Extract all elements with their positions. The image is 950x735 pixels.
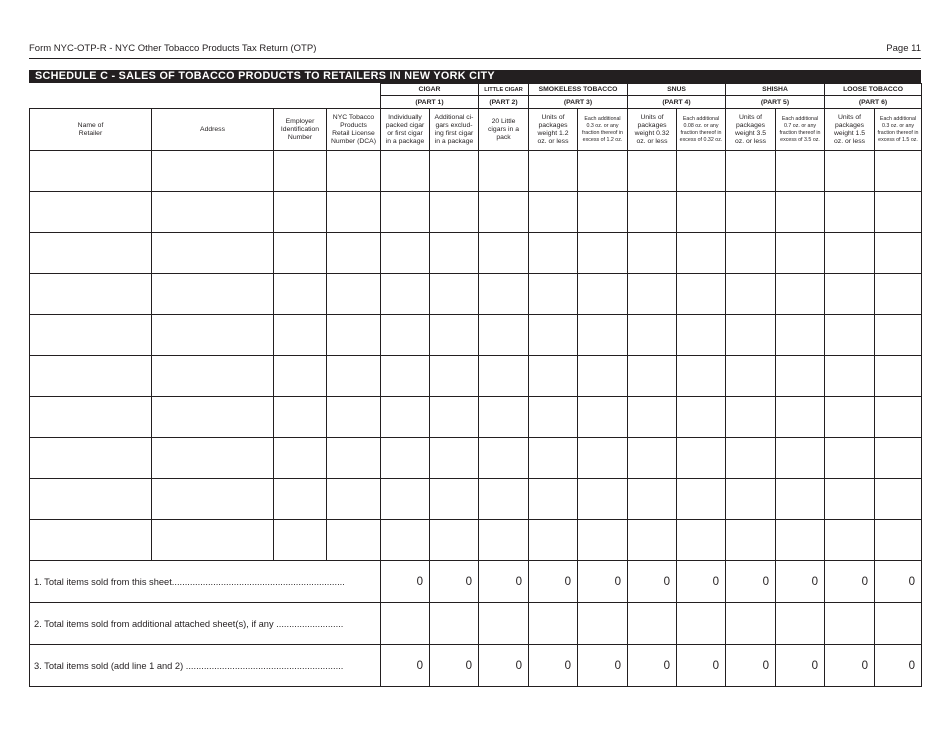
entry-row	[30, 233, 922, 274]
total-value[interactable]	[529, 603, 578, 645]
entry-cell[interactable]	[529, 479, 578, 520]
column-header: Address	[152, 109, 274, 151]
entry-cell[interactable]	[578, 274, 628, 315]
entry-cell[interactable]	[776, 233, 825, 274]
column-header-row	[30, 109, 922, 151]
entry-row	[30, 479, 922, 520]
column-header: Name of Retailer	[30, 109, 152, 151]
entry-cell[interactable]	[152, 520, 274, 561]
total-value[interactable]	[825, 603, 875, 645]
entry-cell[interactable]	[726, 315, 776, 356]
total-value[interactable]: 0	[776, 645, 825, 687]
total-value[interactable]: 0	[825, 645, 875, 687]
entry-cell[interactable]	[825, 192, 875, 233]
column-header: Individually packed cigar or first cigar in a package	[381, 109, 430, 151]
entry-cell[interactable]	[677, 438, 726, 479]
entry-cell[interactable]	[875, 356, 922, 397]
entry-cell[interactable]	[529, 274, 578, 315]
entry-cell[interactable]	[529, 315, 578, 356]
entry-cell[interactable]	[677, 233, 726, 274]
entry-row	[30, 192, 922, 233]
entry-cell[interactable]	[726, 151, 776, 192]
entry-cell[interactable]	[825, 233, 875, 274]
entry-cell[interactable]	[430, 192, 479, 233]
entry-cell[interactable]	[430, 151, 479, 192]
entry-cell[interactable]	[825, 438, 875, 479]
column-header: Each additional 0.7 oz. or any fraction thereof in excess of 3.5 oz.	[776, 109, 825, 151]
entry-cell[interactable]	[274, 315, 327, 356]
total-value[interactable]	[479, 603, 529, 645]
entry-cell[interactable]	[776, 520, 825, 561]
entry-cell[interactable]	[726, 479, 776, 520]
total-value[interactable]: 0	[628, 561, 677, 603]
entry-cell[interactable]	[578, 315, 628, 356]
total-value[interactable]	[381, 603, 430, 645]
entry-cell[interactable]	[677, 356, 726, 397]
entry-cell[interactable]	[726, 274, 776, 315]
entry-cell[interactable]	[628, 356, 677, 397]
total-value[interactable]: 0	[381, 561, 430, 603]
entry-cell[interactable]	[430, 315, 479, 356]
entry-cell[interactable]	[274, 520, 327, 561]
entry-cell[interactable]	[327, 356, 381, 397]
entry-cell[interactable]	[529, 356, 578, 397]
total-value[interactable]: 0	[628, 645, 677, 687]
entry-cell[interactable]	[479, 397, 529, 438]
total-value[interactable]: 0	[479, 561, 529, 603]
entry-cell[interactable]	[152, 479, 274, 520]
entry-cell[interactable]	[875, 397, 922, 438]
column-header: Each additional 0.3 oz. or any fraction thereof in excess of 1.2 oz.	[578, 109, 628, 151]
entry-cell[interactable]	[529, 192, 578, 233]
entry-cell[interactable]	[381, 479, 430, 520]
entry-cell[interactable]	[875, 520, 922, 561]
column-header: Employer Identification Number	[274, 109, 327, 151]
total-value[interactable]	[776, 603, 825, 645]
total-value[interactable]: 0	[875, 645, 922, 687]
entry-cell[interactable]	[726, 397, 776, 438]
entry-cell[interactable]	[152, 315, 274, 356]
column-header: 20 Little cigars in a pack	[479, 109, 529, 151]
entry-cell[interactable]	[274, 479, 327, 520]
total-row	[30, 645, 922, 687]
entry-cell[interactable]	[430, 274, 479, 315]
total-value[interactable]: 0	[479, 645, 529, 687]
total-value[interactable]: 0	[578, 561, 628, 603]
column-header: Units of packages weight 0.32 oz. or less	[628, 109, 677, 151]
entry-cell[interactable]	[30, 315, 152, 356]
group-header: SNUS	[628, 84, 726, 96]
group-header: SHISHA	[726, 84, 825, 96]
entry-cell[interactable]	[875, 274, 922, 315]
entry-cell[interactable]	[776, 397, 825, 438]
entry-cell[interactable]	[776, 479, 825, 520]
part-label: (PART 2)	[479, 96, 529, 109]
entry-cell[interactable]	[327, 397, 381, 438]
entry-cell[interactable]	[628, 479, 677, 520]
entry-cell[interactable]	[529, 233, 578, 274]
column-header: Units of packages weight 1.5 oz. or less	[825, 109, 875, 151]
entry-cell[interactable]	[327, 315, 381, 356]
entry-row	[30, 397, 922, 438]
entry-cell[interactable]	[30, 438, 152, 479]
entry-cell[interactable]	[381, 356, 430, 397]
entry-cell[interactable]	[677, 479, 726, 520]
entry-cell[interactable]	[274, 438, 327, 479]
entry-cell[interactable]	[430, 397, 479, 438]
part-label: (PART 3)	[529, 96, 628, 109]
entry-cell[interactable]	[825, 397, 875, 438]
entry-cell[interactable]	[628, 438, 677, 479]
entry-cell[interactable]	[274, 151, 327, 192]
column-header: Each additional 0.3 oz. or any fraction thereof in excess of 1.5 oz.	[875, 109, 922, 151]
total-value[interactable]	[578, 603, 628, 645]
entry-cell[interactable]	[381, 438, 430, 479]
entry-cell[interactable]	[726, 438, 776, 479]
entry-cell[interactable]	[274, 356, 327, 397]
entry-cell[interactable]	[327, 479, 381, 520]
entry-cell[interactable]	[30, 274, 152, 315]
entry-cell[interactable]	[479, 479, 529, 520]
part-label: (PART 4)	[628, 96, 726, 109]
entry-cell[interactable]	[726, 192, 776, 233]
entry-cell[interactable]	[381, 274, 430, 315]
entry-cell[interactable]	[30, 479, 152, 520]
entry-cell[interactable]	[327, 151, 381, 192]
total-value[interactable]: 0	[875, 561, 922, 603]
part-label: (PART 6)	[825, 96, 922, 109]
entry-cell[interactable]	[578, 520, 628, 561]
total-value[interactable]: 0	[430, 561, 479, 603]
entry-cell[interactable]	[430, 479, 479, 520]
total-value[interactable]: 0	[677, 645, 726, 687]
entry-row	[30, 520, 922, 561]
schedule-c-table	[29, 83, 922, 687]
part-label: (PART 1)	[381, 96, 479, 109]
total-value[interactable]: 0	[578, 645, 628, 687]
entry-row	[30, 274, 922, 315]
entry-cell[interactable]	[677, 520, 726, 561]
group-header: LITTLE CIGAR	[479, 84, 529, 96]
entry-cell[interactable]	[825, 151, 875, 192]
total-label: 3. Total items sold (add line 1 and 2) .............................................................	[30, 645, 381, 687]
total-value[interactable]: 0	[726, 561, 776, 603]
total-value[interactable]: 0	[726, 645, 776, 687]
entry-cell[interactable]	[677, 397, 726, 438]
group-header: LOOSE TOBACCO	[825, 84, 922, 96]
entry-row	[30, 356, 922, 397]
entry-row	[30, 438, 922, 479]
entry-cell[interactable]	[381, 151, 430, 192]
entry-cell[interactable]	[875, 315, 922, 356]
header-rule	[29, 58, 921, 59]
entry-cell[interactable]	[327, 233, 381, 274]
entry-cell[interactable]	[152, 397, 274, 438]
entry-cell[interactable]	[776, 315, 825, 356]
entry-cell[interactable]	[776, 438, 825, 479]
entry-cell[interactable]	[152, 274, 274, 315]
entry-cell[interactable]	[274, 233, 327, 274]
total-value[interactable]	[628, 603, 677, 645]
entry-cell[interactable]	[628, 315, 677, 356]
entry-cell[interactable]	[479, 315, 529, 356]
entry-row	[30, 151, 922, 192]
entry-cell[interactable]	[381, 397, 430, 438]
entry-cell[interactable]	[479, 151, 529, 192]
column-header: Each additional 0.08 oz. or any fraction thereof in excess of 0.32 oz.	[677, 109, 726, 151]
total-value[interactable]	[875, 603, 922, 645]
entry-cell[interactable]	[529, 397, 578, 438]
entry-cell[interactable]	[726, 356, 776, 397]
total-value[interactable]: 0	[529, 561, 578, 603]
column-header: Units of packages weight 3.5 oz. or less	[726, 109, 776, 151]
entry-cell[interactable]	[430, 233, 479, 274]
entry-cell[interactable]	[381, 520, 430, 561]
form-title: Form NYC-OTP-R - NYC Other Tobacco Products Tax Return (OTP)	[29, 43, 317, 54]
entry-cell[interactable]	[529, 438, 578, 479]
entry-cell[interactable]	[628, 233, 677, 274]
total-value[interactable]: 0	[825, 561, 875, 603]
total-label: 2. Total items sold from additional attached sheet(s), if any ..........................	[30, 603, 381, 645]
entry-cell[interactable]	[677, 315, 726, 356]
entry-cell[interactable]	[274, 397, 327, 438]
spacer-cell	[30, 96, 381, 109]
entry-cell[interactable]	[274, 192, 327, 233]
entry-cell[interactable]	[825, 274, 875, 315]
entry-cell[interactable]	[776, 356, 825, 397]
entry-cell[interactable]	[628, 274, 677, 315]
total-row	[30, 603, 922, 645]
total-value[interactable]	[430, 603, 479, 645]
entry-cell[interactable]	[479, 274, 529, 315]
entry-cell[interactable]	[628, 397, 677, 438]
entry-cell[interactable]	[327, 520, 381, 561]
entry-cell[interactable]	[152, 438, 274, 479]
entry-cell[interactable]	[825, 520, 875, 561]
total-value[interactable]: 0	[529, 645, 578, 687]
entry-cell[interactable]	[381, 233, 430, 274]
entry-cell[interactable]	[578, 151, 628, 192]
entry-cell[interactable]	[578, 233, 628, 274]
entry-cell[interactable]	[152, 356, 274, 397]
schedule-title: SCHEDULE C - SALES OF TOBACCO PRODUCTS TO RETAILERS IN NEW YORK CITY	[29, 70, 921, 83]
entry-cell[interactable]	[30, 233, 152, 274]
entry-cell[interactable]	[529, 151, 578, 192]
total-value[interactable]: 0	[430, 645, 479, 687]
entry-cell[interactable]	[875, 479, 922, 520]
entry-cell[interactable]	[677, 192, 726, 233]
total-value[interactable]: 0	[677, 561, 726, 603]
column-header: NYC Tobacco Products Retail License Number (DCA)	[327, 109, 381, 151]
entry-cell[interactable]	[875, 192, 922, 233]
entry-cell[interactable]	[578, 192, 628, 233]
entry-cell[interactable]	[152, 151, 274, 192]
entry-cell[interactable]	[30, 397, 152, 438]
group-header: SMOKELESS TOBACCO	[529, 84, 628, 96]
entry-cell[interactable]	[825, 315, 875, 356]
entry-cell[interactable]	[430, 438, 479, 479]
entry-cell[interactable]	[152, 192, 274, 233]
entry-cell[interactable]	[30, 356, 152, 397]
entry-cell[interactable]	[430, 356, 479, 397]
part-row	[30, 96, 922, 109]
entry-cell[interactable]	[381, 192, 430, 233]
total-row	[30, 561, 922, 603]
total-value[interactable]: 0	[381, 645, 430, 687]
part-label: (PART 5)	[726, 96, 825, 109]
entry-cell[interactable]	[327, 192, 381, 233]
page-number: Page 11	[886, 43, 921, 54]
column-header: Units of packages weight 1.2 oz. or less	[529, 109, 578, 151]
group-header-row	[30, 84, 922, 96]
entry-cell[interactable]	[30, 151, 152, 192]
entry-cell[interactable]	[825, 356, 875, 397]
entry-cell[interactable]	[152, 233, 274, 274]
entry-cell[interactable]	[578, 397, 628, 438]
entry-cell[interactable]	[430, 520, 479, 561]
entry-cell[interactable]	[381, 315, 430, 356]
total-value[interactable]: 0	[776, 561, 825, 603]
entry-cell[interactable]	[628, 192, 677, 233]
entry-cell[interactable]	[479, 356, 529, 397]
entry-cell[interactable]	[628, 520, 677, 561]
entry-row	[30, 315, 922, 356]
entry-cell[interactable]	[875, 233, 922, 274]
entry-cell[interactable]	[578, 438, 628, 479]
entry-cell[interactable]	[578, 479, 628, 520]
entry-cell[interactable]	[776, 192, 825, 233]
group-header: CIGAR	[381, 84, 479, 96]
entry-cell[interactable]	[479, 233, 529, 274]
entry-cell[interactable]	[274, 274, 327, 315]
entry-cell[interactable]	[875, 151, 922, 192]
entry-cell[interactable]	[529, 520, 578, 561]
entry-cell[interactable]	[479, 438, 529, 479]
entry-cell[interactable]	[327, 438, 381, 479]
entry-cell[interactable]	[479, 520, 529, 561]
entry-cell[interactable]	[479, 192, 529, 233]
column-header: Additional ci- gars exclud- ing first cigar in a package	[430, 109, 479, 151]
entry-cell[interactable]	[578, 356, 628, 397]
entry-cell[interactable]	[327, 274, 381, 315]
entry-cell[interactable]	[825, 479, 875, 520]
entry-cell[interactable]	[776, 274, 825, 315]
entry-cell[interactable]	[677, 151, 726, 192]
total-label: 1. Total items sold from this sheet...................................................................	[30, 561, 381, 603]
total-value[interactable]	[677, 603, 726, 645]
entry-cell[interactable]	[628, 151, 677, 192]
entry-cell[interactable]	[726, 520, 776, 561]
entry-cell[interactable]	[30, 520, 152, 561]
entry-cell[interactable]	[875, 438, 922, 479]
entry-cell[interactable]	[677, 274, 726, 315]
entry-cell[interactable]	[726, 233, 776, 274]
entry-cell[interactable]	[30, 192, 152, 233]
entry-cell[interactable]	[776, 151, 825, 192]
total-value[interactable]	[726, 603, 776, 645]
spacer-cell	[30, 84, 381, 96]
